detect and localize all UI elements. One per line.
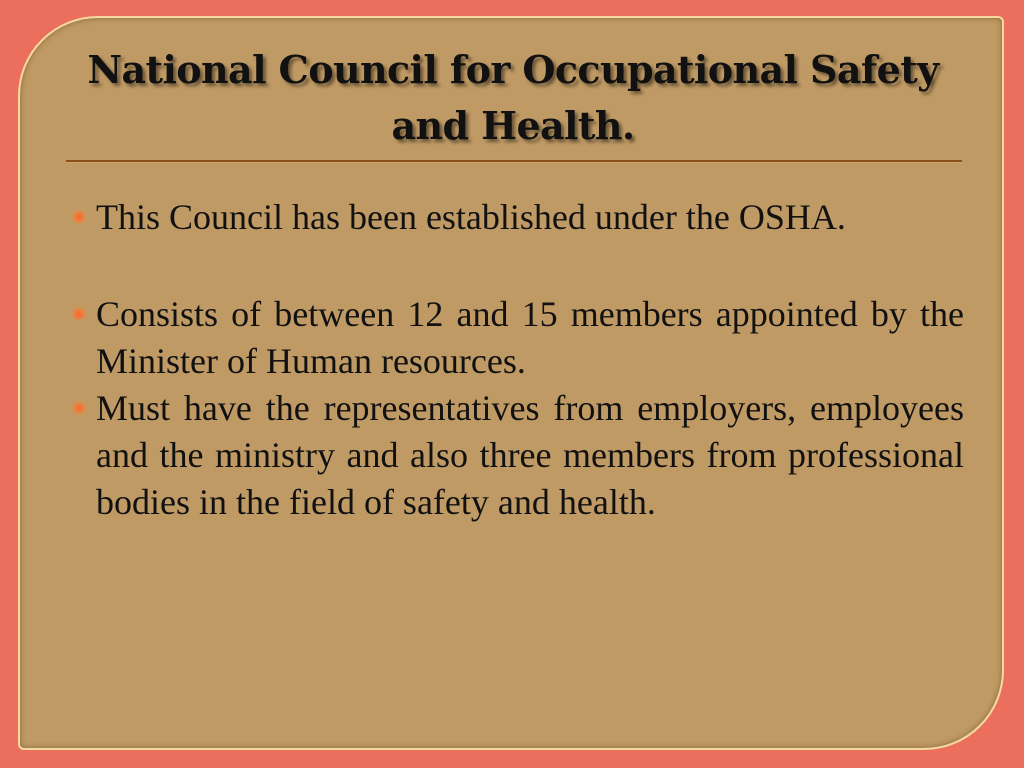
slide-card <box>18 16 1004 750</box>
bullet-item <box>68 291 964 385</box>
bullet-text: This Council has been established under the OSHA. <box>96 197 846 237</box>
slide-title: National Council for Occupational Safety and Health. <box>87 47 939 148</box>
orange-circle-bullet-icon <box>72 401 86 415</box>
title-divider <box>66 160 962 162</box>
bullet-item <box>68 194 964 241</box>
bullet-text: Must have the representatives from employers, employees and the ministry and also three members from professional bodies in the field of safety and health. <box>96 388 964 522</box>
orange-circle-bullet-icon <box>72 210 86 224</box>
orange-circle-bullet-icon <box>72 307 86 321</box>
bullet-list <box>68 194 964 526</box>
bullet-item <box>68 385 964 526</box>
bullet-text: Consists of between 12 and 15 members appointed by the Minister of Human resources. <box>96 294 964 381</box>
